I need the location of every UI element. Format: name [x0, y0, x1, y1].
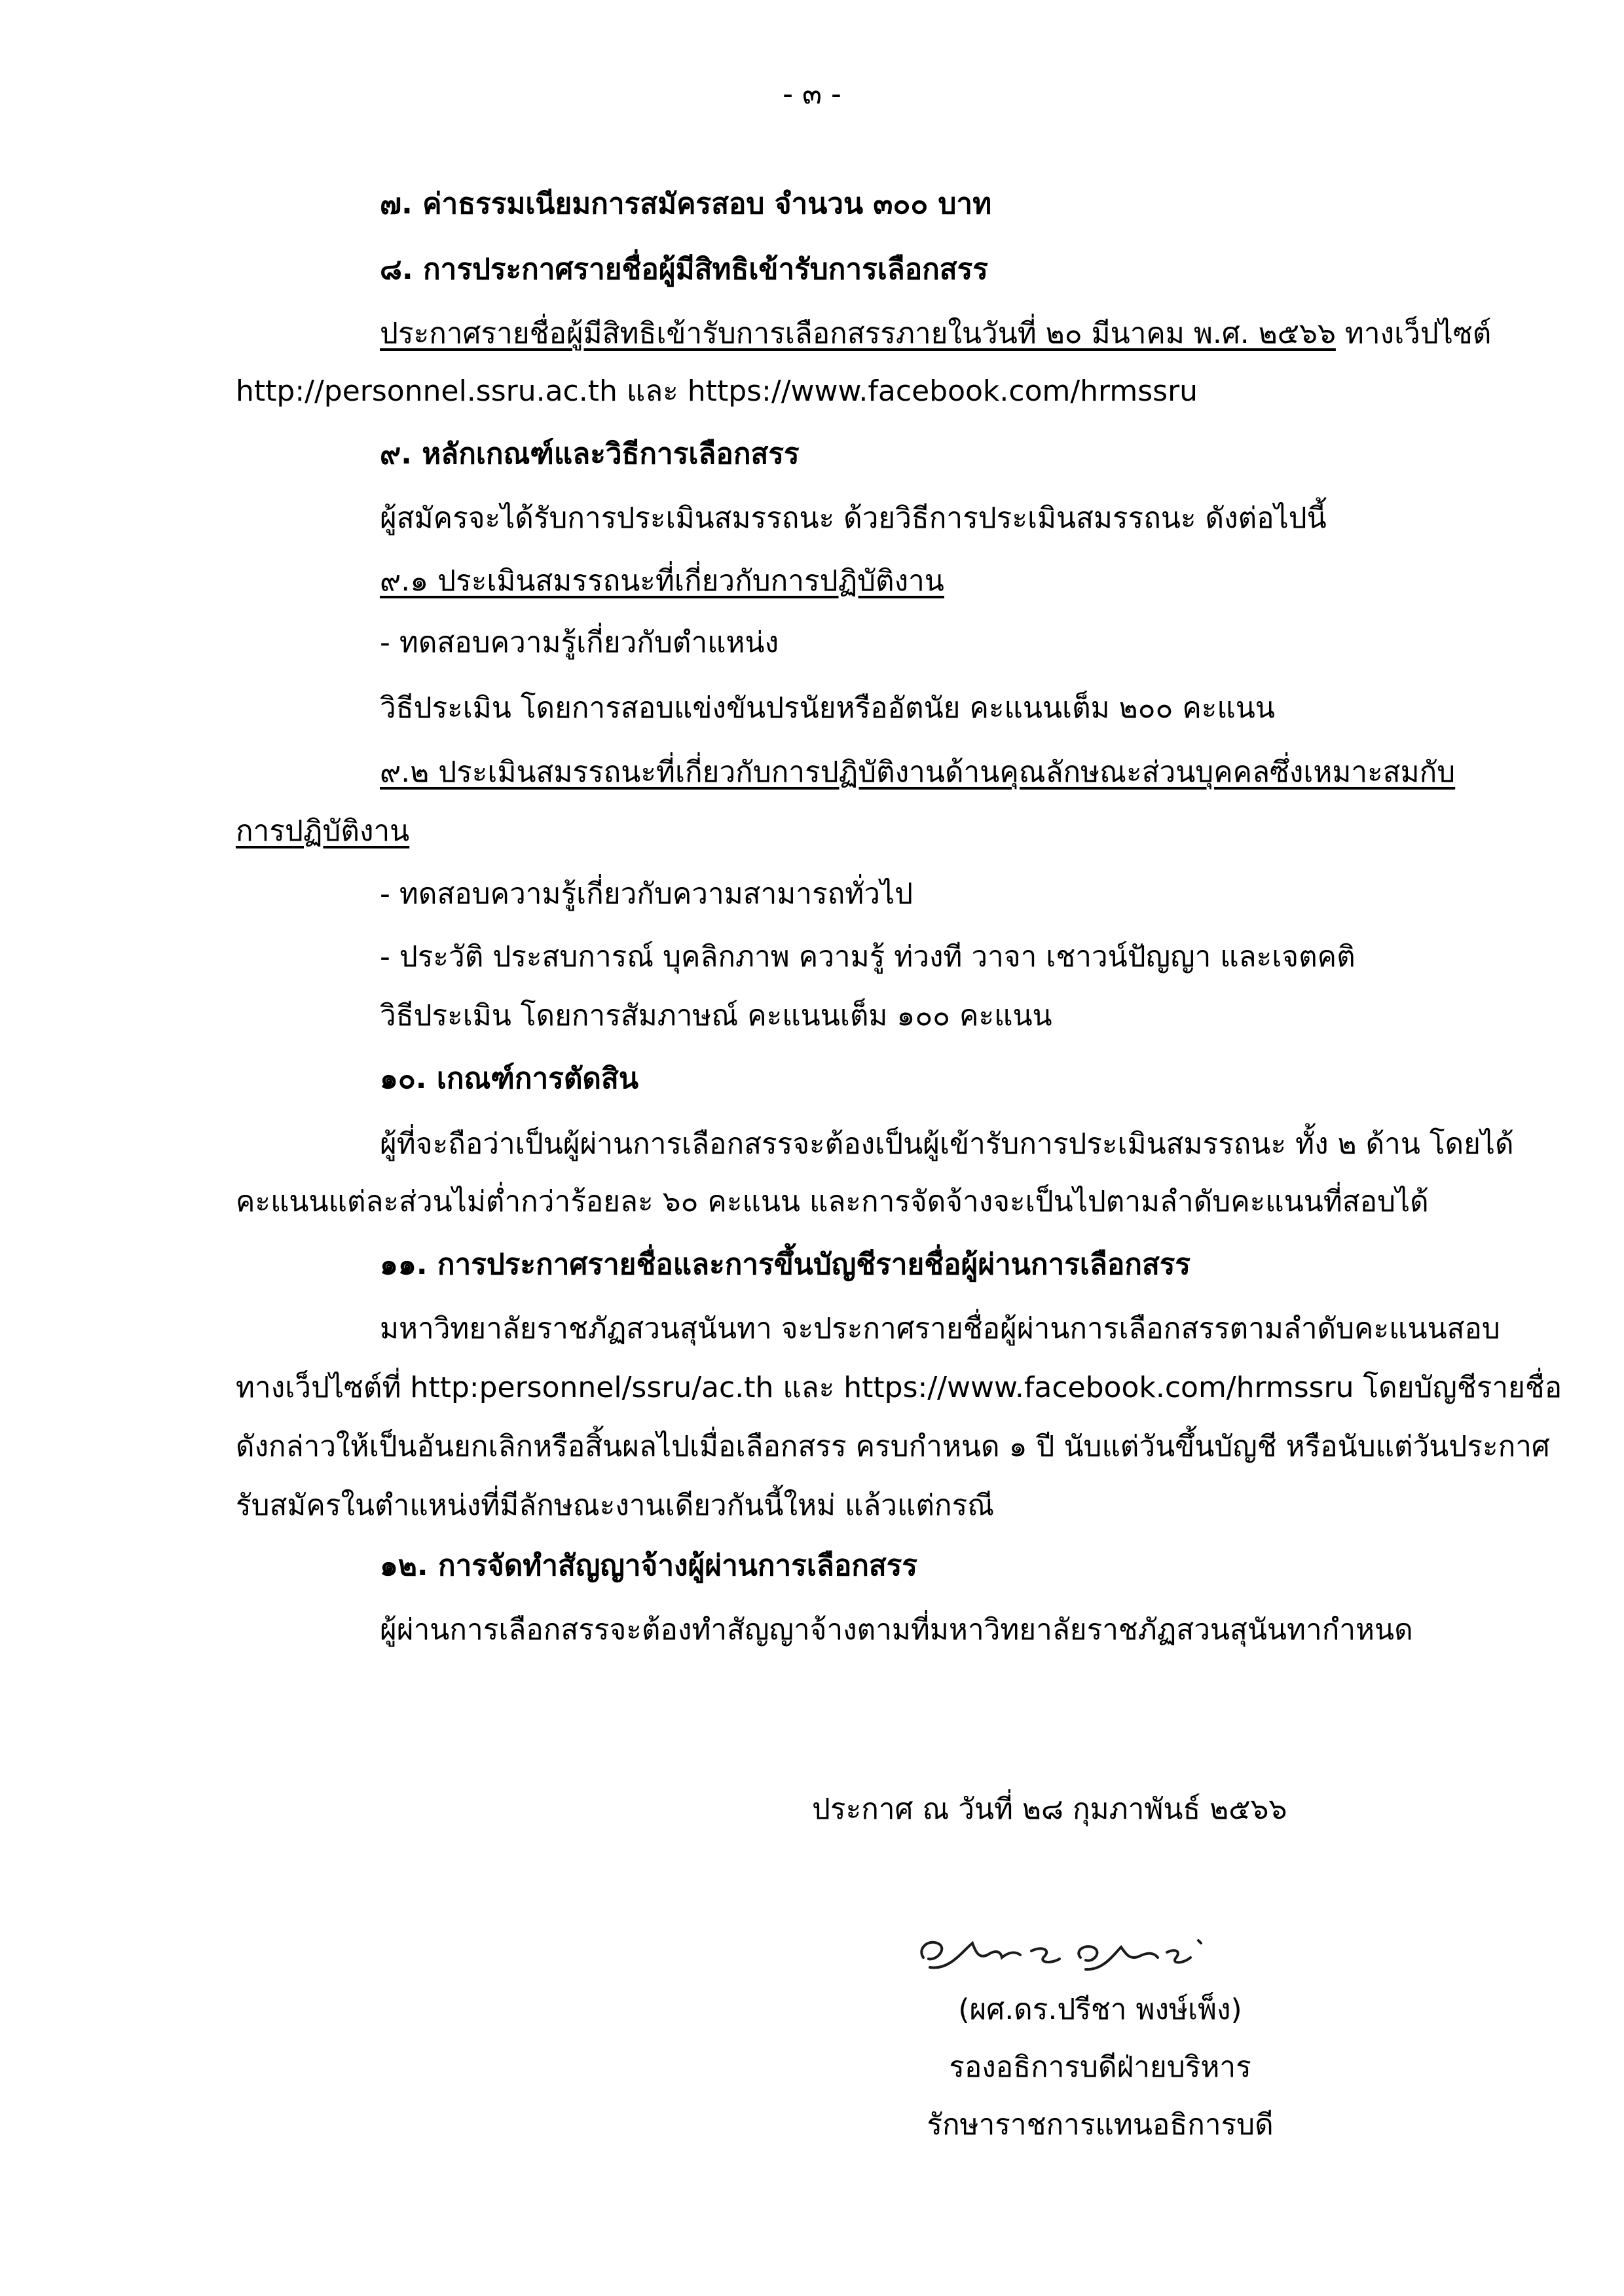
signatory-position-1: รองอธิการบดีฝ่ายบริหาร: [949, 2050, 1251, 2084]
section-12-heading: ๑๒. การจัดทำสัญญาจ้างผู้ผ่านการเลือกสรร: [380, 1549, 918, 1582]
section-8-line-1-rest: ทางเว็ปไซต์: [1335, 317, 1492, 350]
section-9-2-method: วิธีประเมิน โดยการสัมภาษณ์ คะแนนเต็ม ๑๐๐ คะแนน: [380, 999, 1052, 1032]
section-9-2-title-text-1: ๙.๒ ประเมินสมรรถนะที่เกี่ยวกับการปฏิบัติงานด้านคุณลักษณะส่วนบุคคลซึ่งเหมาะสมกับ: [380, 756, 1456, 789]
section-8-heading: ๘. การประกาศรายชื่อผู้มีสิทธิเข้ารับการเลือกสรร: [380, 253, 988, 286]
section-7-heading: ๗. ค่าธรรมเนียมการสมัครสอบ จำนวน ๓๐๐ บาท: [380, 187, 992, 221]
section-9-2-title-line-1: [380, 753, 1467, 792]
section-9-intro: ผู้สมัครจะได้รับการประเมินสมรรถนะ ด้วยวิธีการประเมินสมรรถนะ ดังต่อไปนี้: [380, 501, 1327, 535]
signatory-name: (ผศ.ดร.ปรีชา พงษ์เพ็ง): [958, 1993, 1242, 2026]
section-11-heading: ๑๑. การประกาศรายชื่อและการขึ้นบัญชีรายชื่อผู้ผ่านการเลือกสรร: [380, 1248, 1191, 1281]
section-11-line-2: ทางเว็ปไซต์ที่ http:personnel/ssru/ac.th และ https://www.facebook.com/hrmssru โดยบัญชีรายชื่อ: [236, 1371, 1562, 1404]
page-number: - ๓ -: [783, 77, 841, 111]
section-8-line-2: http://personnel.ssru.ac.th และ https://www.facebook.com/hrmssru: [236, 374, 1198, 408]
section-9-2-title-text-2: การปฏิบัติงาน: [236, 814, 410, 848]
section-11-line-3: ดังกล่าวให้เป็นอันยกเลิกหรือสิ้นผลไปเมื่อเลือกสรร ครบกำหนด ๑ ปี นับแต่วันขึ้นบัญชี หรือนับแต่วันประกาศ: [236, 1430, 1550, 1463]
section-9-1-item: - ทดสอบความรู้เกี่ยวกับตำแหน่ง: [380, 626, 779, 659]
section-9-1-method: วิธีประเมิน โดยการสอบแข่งขันปรนัยหรืออัตนัย คะแนนเต็ม ๒๐๐ คะแนน: [380, 691, 1275, 725]
section-10-line-2: คะแนนแต่ละส่วนไม่ต่ำกว่าร้อยละ ๖๐ คะแนน และการจัดจ้างจะเป็นไปตามลำดับคะแนนที่สอบได้: [236, 1185, 1429, 1218]
section-9-1-title: [380, 562, 1467, 601]
section-9-2-title-line-2: [236, 812, 1467, 851]
section-8-line-1: [380, 314, 1492, 354]
section-8-announcement-date: ประกาศรายชื่อผู้มีสิทธิเข้ารับการเลือกสรรภายในวันที่ ๒๐ มีนาคม พ.ศ. ๒๕๖๖: [380, 317, 1336, 350]
section-11-line-4: รับสมัครในตำแหน่งที่มีลักษณะงานเดียวกันนี้ใหม่ แล้วแต่กรณี: [236, 1489, 995, 1522]
announcement-date: ประกาศ ณ วันที่ ๒๘ กุมภาพันธ์ ๒๕๖๖: [812, 1793, 1287, 1826]
section-11-line-1: มหาวิทยาลัยราชภัฏสวนสุนันทา จะประกาศรายชื่อผู้ผ่านการเลือกสรรตามลำดับคะแนนสอบ: [380, 1312, 1500, 1345]
section-9-1-title-text: ๙.๑ ประเมินสมรรถนะที่เกี่ยวกับการปฏิบัติงาน: [380, 564, 944, 598]
section-12-line-1: ผู้ผ่านการเลือกสรรจะต้องทำสัญญาจ้างตามที่มหาวิทยาลัยราชภัฏสวนสุนันทากำหนด: [380, 1613, 1413, 1647]
section-9-heading: ๙. หลักเกณฑ์และวิธีการเลือกสรร: [380, 437, 800, 471]
section-9-2-item-1: - ทดสอบความรู้เกี่ยวกับความสามารถทั่วไป: [380, 877, 913, 911]
signatory-position-2: รักษาราชการแทนอธิการบดี: [927, 2108, 1274, 2141]
section-9-2-item-2: - ประวัติ ประสบการณ์ บุคลิกภาพ ความรู้ ท่วงที วาจา เชาวน์ปัญญา และเจตคติ: [380, 940, 1356, 974]
section-10-line-1: ผู้ที่จะถือว่าเป็นผู้ผ่านการเลือกสรรจะต้องเป็นผู้เข้ารับการประเมินสมรรถนะ ทั้ง ๒ ด้าน โดยได้: [380, 1127, 1514, 1161]
section-10-heading: ๑๐. เกณฑ์การตัดสิน: [380, 1062, 638, 1095]
handwritten-signature: [910, 1912, 1211, 1984]
